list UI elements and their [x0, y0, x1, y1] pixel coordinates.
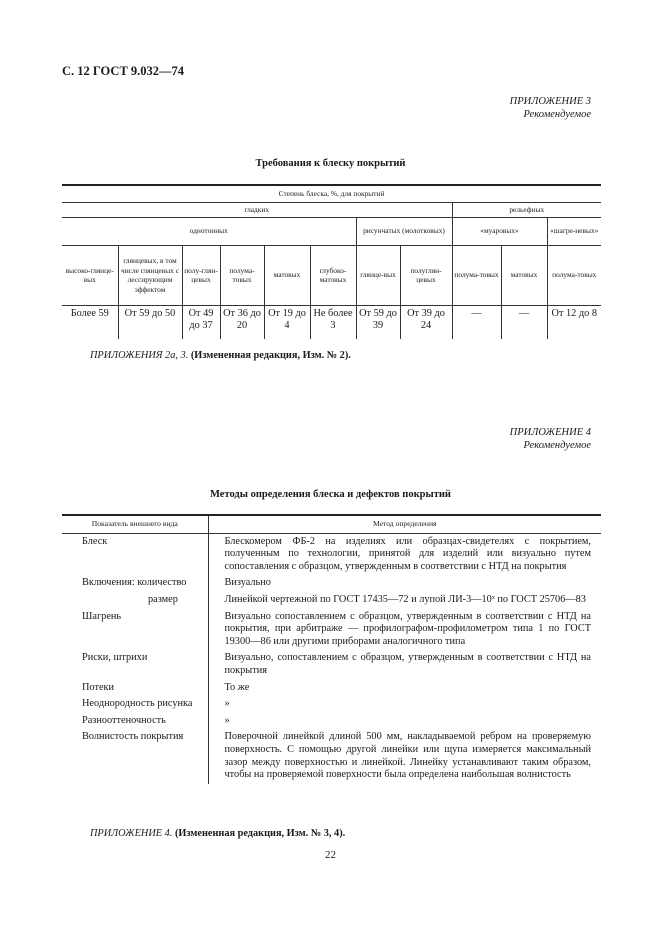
table-row — [62, 592, 601, 609]
appendix-3-heading — [510, 95, 591, 121]
subgroup-pattern: рисунчатых (молотковых) — [356, 217, 452, 245]
value-cell: От 59 до 50 — [118, 305, 182, 339]
value-cell: От 39 до 24 — [400, 305, 452, 339]
subgroup-moire: «муаровых» — [452, 217, 547, 245]
value-cell: Более 59 — [62, 305, 118, 339]
col-header: высоко-глянце-вых — [62, 245, 118, 305]
value-cell: От 19 до 4 — [264, 305, 310, 339]
table-row — [62, 713, 601, 730]
indicator-cell: Волнистость покрытия — [62, 729, 208, 783]
appendix-4-status: Рекомендуемое — [523, 440, 591, 451]
col-method-header: Метод определения — [208, 515, 601, 533]
gloss-requirements-table — [62, 184, 601, 339]
method-cell: То же — [224, 681, 250, 693]
col-header: полума-товых — [220, 245, 264, 305]
col-header: матовых — [264, 245, 310, 305]
method-cell: Блескомером ФБ-2 на изделиях или образцах-свидетелях с покрытием, полученным по технологии, принятой для изделий или визуально путем сопоставления с образцом, утвержденным в соответствии с НТД на покрытия — [224, 535, 591, 572]
method-cell: Визуально — [224, 577, 271, 589]
defect-methods-table — [62, 514, 601, 784]
value-cell: От 59 до 39 — [356, 305, 400, 339]
value-cell: — — [452, 305, 501, 339]
table-row — [62, 696, 601, 713]
page-header: С. 12 ГОСТ 9.032—74 — [62, 64, 185, 78]
indicator-cell: Потеки — [62, 680, 208, 697]
table-row — [62, 680, 601, 697]
table-1-main-header: Степень блеска, %, для покрытий — [62, 185, 601, 202]
col-header: полу-глян-цевых — [182, 245, 220, 305]
value-cell: От 49 до 37 — [182, 305, 220, 339]
table-row — [62, 575, 601, 592]
group-smooth: гладких — [62, 202, 452, 217]
indicator-cell: Включения: количество — [62, 575, 208, 592]
table-row — [62, 650, 601, 679]
col-header: полуглян-цевых — [400, 245, 452, 305]
appendix-4-label: ПРИЛОЖЕНИЕ 4 — [509, 427, 591, 438]
method-cell: » — [224, 698, 230, 710]
method-cell: Линейкой чертежной по ГОСТ 17435—72 и лупой ЛИ-3—10ˣ по ГОСТ 25706—83 — [224, 593, 586, 605]
table-row — [62, 729, 601, 783]
subgroup-plain: однотонных — [62, 217, 356, 245]
change-note-1-ref: ПРИЛОЖЕНИЯ 2а, 3. — [90, 350, 189, 361]
table-row — [62, 533, 601, 575]
indicator-cell: размер — [62, 592, 208, 609]
col-header: глубоко-матовых — [310, 245, 356, 305]
table-2-title: Методы определения блеска и дефектов покрытий — [210, 489, 451, 500]
subgroup-shagreen: «шагре-невых» — [547, 217, 601, 245]
col-header: полума-товых — [452, 245, 501, 305]
col-header: глянцевых, в том числе глянцевых с лессирующим эффектом — [118, 245, 182, 305]
appendix-3-status: Рекомендуемое — [523, 109, 591, 120]
appendix-3-label: ПРИЛОЖЕНИЕ 3 — [509, 96, 591, 107]
table-row — [62, 609, 601, 651]
change-note-2 — [90, 828, 345, 839]
indicator-cell: Разнооттеночность — [62, 713, 208, 730]
indicator-cell: Шагрень — [62, 609, 208, 651]
value-cell: — — [501, 305, 547, 339]
method-cell: Поверочной линейкой длиной 500 мм, накладываемой ребром на проверяемую поверхность. С помощью другой линейки или щупа измеряется максимальный зазор между поверхностью и линейкой. Линейку устанавливают таким образом, чтобы на проверяемой поверхности была определена наибольшая волнистость — [224, 731, 591, 781]
value-cell: Не более 3 — [310, 305, 356, 339]
col-indicator-header: Показатель внешнего вида — [62, 515, 208, 533]
change-note-1-text: (Измененная редакция, Изм. № 2). — [190, 350, 351, 361]
indicator-cell: Риски, штрихи — [62, 650, 208, 679]
method-cell: Визуально сопоставлением с образцом, утвержденным в соответствии с НТД на покрытия, при арбитраже — профилографом-профилометром типа 1 по ГОСТ 19300—86 или другими приборами аналогичного типа — [224, 610, 591, 647]
method-cell: » — [224, 714, 230, 726]
table-1-title: Требования к блеску покрытий — [255, 158, 406, 169]
col-header: полума-товых — [547, 245, 601, 305]
value-cell: От 36 до 20 — [220, 305, 264, 339]
group-relief: рельефных — [452, 202, 601, 217]
change-note-2-ref: ПРИЛОЖЕНИЕ 4. — [90, 828, 173, 839]
appendix-4-heading — [510, 426, 591, 452]
method-cell: Визуально, сопоставлением с образцом, утвержденным в соответствии с НТД на покрытия — [224, 652, 591, 676]
change-note-2-text: (Измененная редакция, Изм. № 3, 4). — [174, 828, 346, 839]
col-header: матовых — [501, 245, 547, 305]
col-header: глянце-вых — [356, 245, 400, 305]
value-cell: От 12 до 8 — [547, 305, 601, 339]
page-number: 22 — [325, 849, 336, 861]
indicator-cell: Блеск — [62, 533, 208, 575]
change-note-1 — [90, 350, 351, 361]
indicator-cell: Неоднородность рисунка — [62, 696, 208, 713]
